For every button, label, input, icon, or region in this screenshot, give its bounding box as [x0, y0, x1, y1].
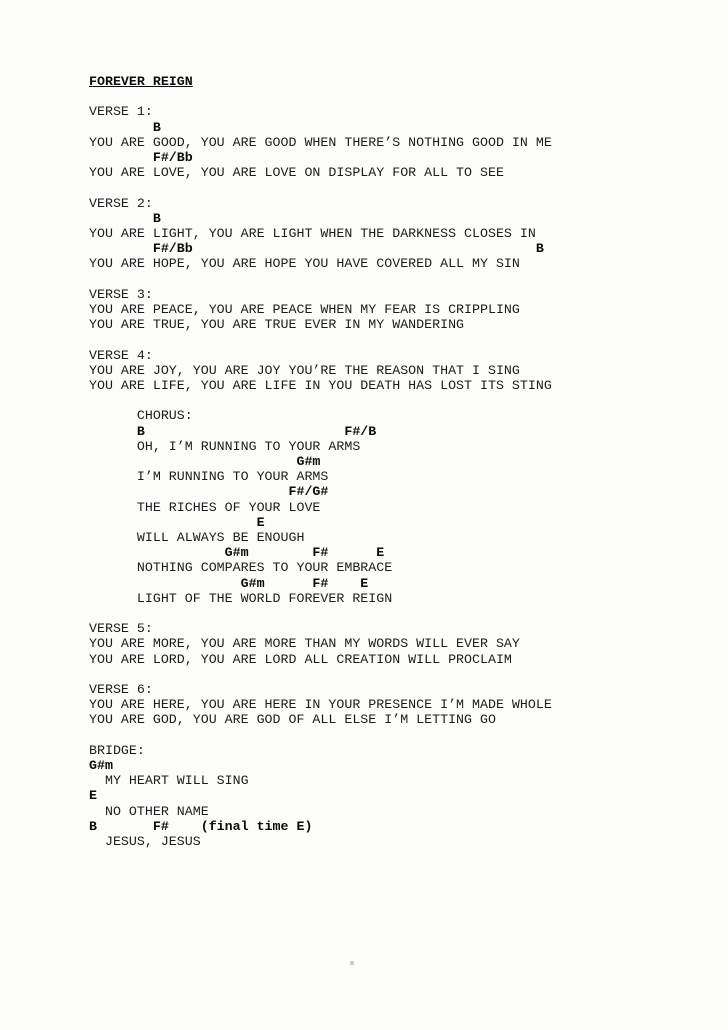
lyric-line: YOU ARE TRUE, YOU ARE TRUE EVER IN MY WANDERING	[89, 317, 465, 333]
scan-artifact-dot	[350, 961, 354, 965]
lyric-line: THE RICHES OF YOUR LOVE	[89, 499, 321, 515]
chord-line: B	[89, 210, 161, 226]
section-verse-1	[89, 104, 708, 180]
lyric-line: WILL ALWAYS BE ENOUGH	[89, 530, 305, 546]
song-title: FOREVER REIGN	[89, 74, 193, 89]
chord-line: B F#/B	[89, 423, 377, 439]
lyric-line: YOU ARE GOOD, YOU ARE GOOD WHEN THERE’S NOTHING GOOD IN ME	[89, 134, 552, 150]
chord-line: G#m	[89, 758, 113, 774]
section-heading: VERSE 6:	[89, 682, 153, 698]
section-bridge	[89, 743, 708, 849]
section-verse-2	[89, 196, 708, 272]
section-heading: CHORUS:	[89, 408, 193, 424]
chord-line: F#/Bb B	[89, 241, 544, 257]
lyric-line: I’M RUNNING TO YOUR ARMS	[89, 469, 329, 485]
section-heading: VERSE 2:	[89, 195, 153, 211]
lyric-line: YOU ARE HERE, YOU ARE HERE IN YOUR PRESENCE I’M MADE WHOLE	[89, 697, 552, 713]
section-verse-6	[89, 682, 708, 728]
lyric-line: JESUS, JESUS	[89, 834, 201, 850]
section-heading: BRIDGE:	[89, 742, 145, 758]
chord-line: B	[89, 119, 161, 135]
section-heading: VERSE 1:	[89, 104, 153, 120]
section-heading: VERSE 4:	[89, 347, 153, 363]
lyric-line: YOU ARE LIGHT, YOU ARE LIGHT WHEN THE DARKNESS CLOSES IN	[89, 226, 536, 241]
lyric-line: NOTHING COMPARES TO YOUR EMBRACE	[89, 560, 393, 576]
lyric-line: MY HEART WILL SING	[89, 773, 249, 789]
section-heading: VERSE 3:	[89, 286, 153, 302]
chord-line: G#m F# E	[89, 545, 385, 561]
lyric-line: YOU ARE MORE, YOU ARE MORE THAN MY WORDS WILL EVER SAY	[89, 636, 520, 652]
chord-line: F#/G#	[89, 484, 329, 500]
section-verse-3	[89, 287, 708, 333]
lyric-line: YOU ARE LORD, YOU ARE LORD ALL CREATION WILL PROCLAIM	[89, 651, 512, 667]
lyric-line: LIGHT OF THE WORLD FOREVER REIGN	[89, 590, 393, 606]
chord-line: G#m F# E	[89, 575, 369, 591]
lyric-line: YOU ARE HOPE, YOU ARE HOPE YOU HAVE COVERED ALL MY SIN	[89, 256, 520, 272]
song-sheet-content	[89, 74, 708, 864]
lyric-line: YOU ARE JOY, YOU ARE JOY YOU’RE THE REASON THAT I SING	[89, 362, 520, 378]
section-chorus	[89, 408, 708, 606]
lyric-line: YOU ARE PEACE, YOU ARE PEACE WHEN MY FEAR IS CRIPPLING	[89, 302, 520, 317]
section-verse-5	[89, 621, 708, 667]
lyric-line: YOU ARE LIFE, YOU ARE LIFE IN YOU DEATH HAS LOST ITS STING	[89, 378, 552, 393]
lyric-line: NO OTHER NAME	[89, 803, 209, 819]
section-verse-4	[89, 348, 708, 394]
lyric-line: YOU ARE GOD, YOU ARE GOD OF ALL ELSE I’M LETTING GO	[89, 712, 496, 728]
lyric-line: OH, I’M RUNNING TO YOUR ARMS	[89, 438, 361, 454]
chord-line: F#/Bb	[89, 150, 193, 165]
lyric-line: YOU ARE LOVE, YOU ARE LOVE ON DISPLAY FOR ALL TO SEE	[89, 165, 504, 181]
chord-line: E	[89, 514, 265, 530]
chord-line: E	[89, 788, 97, 804]
chord-line: B F# (final time E)	[89, 818, 313, 834]
section-heading: VERSE 5:	[89, 621, 153, 637]
chord-line: G#m	[89, 454, 321, 469]
